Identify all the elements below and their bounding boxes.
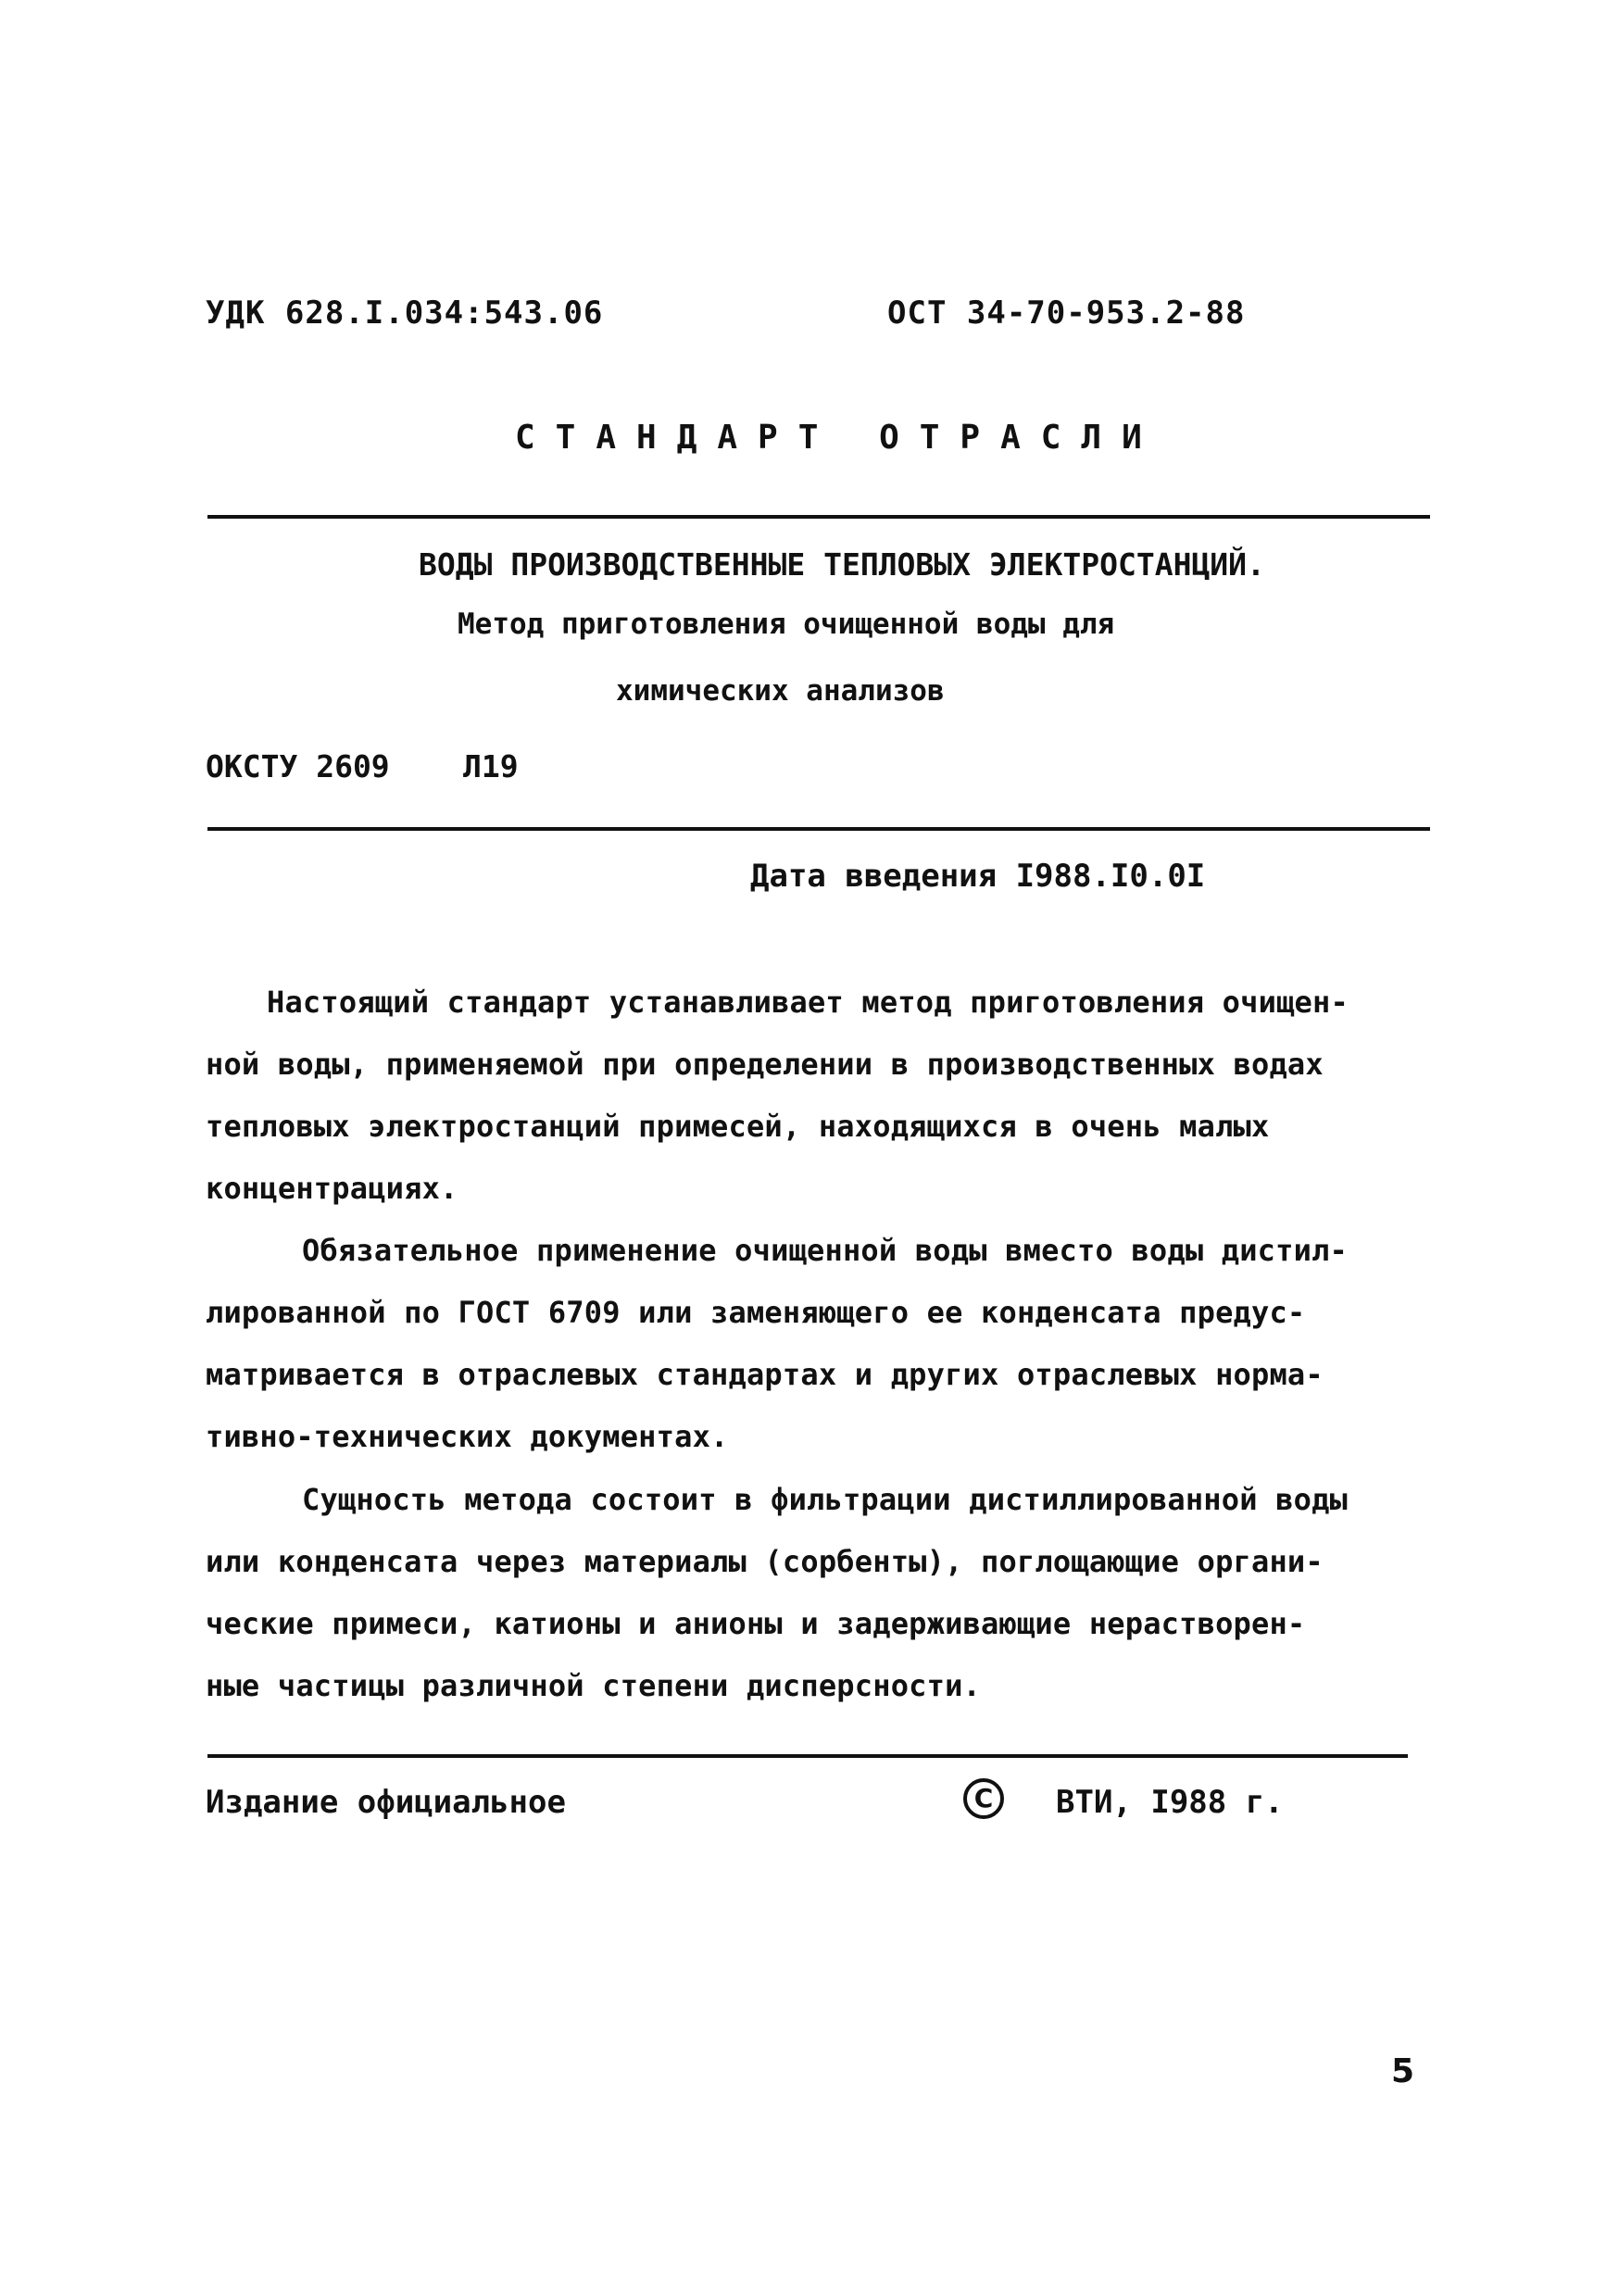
standard-subtitle-line1: Метод приготовления очищенной воды для	[458, 608, 1115, 641]
bottom-divider	[207, 1754, 1408, 1758]
paragraph-1-line-1: Настоящий стандарт устанавливает метод приготовления очищен-	[267, 985, 1349, 1020]
classification-group: Л19	[463, 748, 519, 784]
paragraph-3-line-4: ные частицы различной степени дисперсности.	[206, 1668, 982, 1703]
paragraph-3-line-3: ческие примеси, катионы и анионы и задерживающие нерастворен-	[206, 1606, 1306, 1641]
top-divider	[207, 515, 1430, 519]
copyright-icon: C	[963, 1778, 1004, 1819]
paragraph-1-line-2: ной воды, применяемой при определении в производственных водах	[206, 1047, 1324, 1082]
paragraph-3-line-2: или конденсата через материалы (сорбенты), поглощающие органи-	[206, 1544, 1324, 1579]
ost-code: ОСТ 34-70-953.2-88	[887, 295, 1246, 332]
udk-code: УДК 628.I.034:543.06	[206, 295, 604, 332]
middle-divider	[207, 827, 1430, 831]
paragraph-2-line-3: матривается в отраслевых стандартах и других отраслевых норма-	[206, 1357, 1324, 1392]
paragraph-2-line-2: лированной по ГОСТ 6709 или заменяющего ее конденсата предус-	[206, 1295, 1306, 1330]
edition-note: Издание официальное	[206, 1784, 566, 1821]
page-number: 5	[1391, 2052, 1415, 2090]
paragraph-1-line-3: тепловых электростанций примесей, находящихся в очень малых	[206, 1109, 1270, 1144]
paragraph-2-line-1: Обязательное применение очищенной воды вместо воды дистил-	[302, 1233, 1349, 1268]
document-type-heading: СТАНДАРТ ОТРАСЛИ	[515, 419, 1162, 457]
introduction-date: Дата введения I988.I0.0I	[750, 858, 1206, 895]
paragraph-2-line-4: тивно-технических документах.	[206, 1419, 729, 1454]
publisher: ВТИ, I988 г.	[1056, 1784, 1284, 1821]
standard-title: ВОДЫ ПРОИЗВОДСТВЕННЫЕ ТЕПЛОВЫХ ЭЛЕКТРОСТАНЦИЙ.	[419, 546, 1265, 583]
paragraph-1-line-4: концентрациях.	[206, 1171, 458, 1206]
standard-subtitle-line2: химических анализов	[616, 674, 945, 708]
okstu-code: ОКСТУ 2609	[206, 748, 390, 784]
paragraph-3-line-1: Сущность метода состоит в фильтрации дистиллированной воды	[302, 1482, 1349, 1517]
